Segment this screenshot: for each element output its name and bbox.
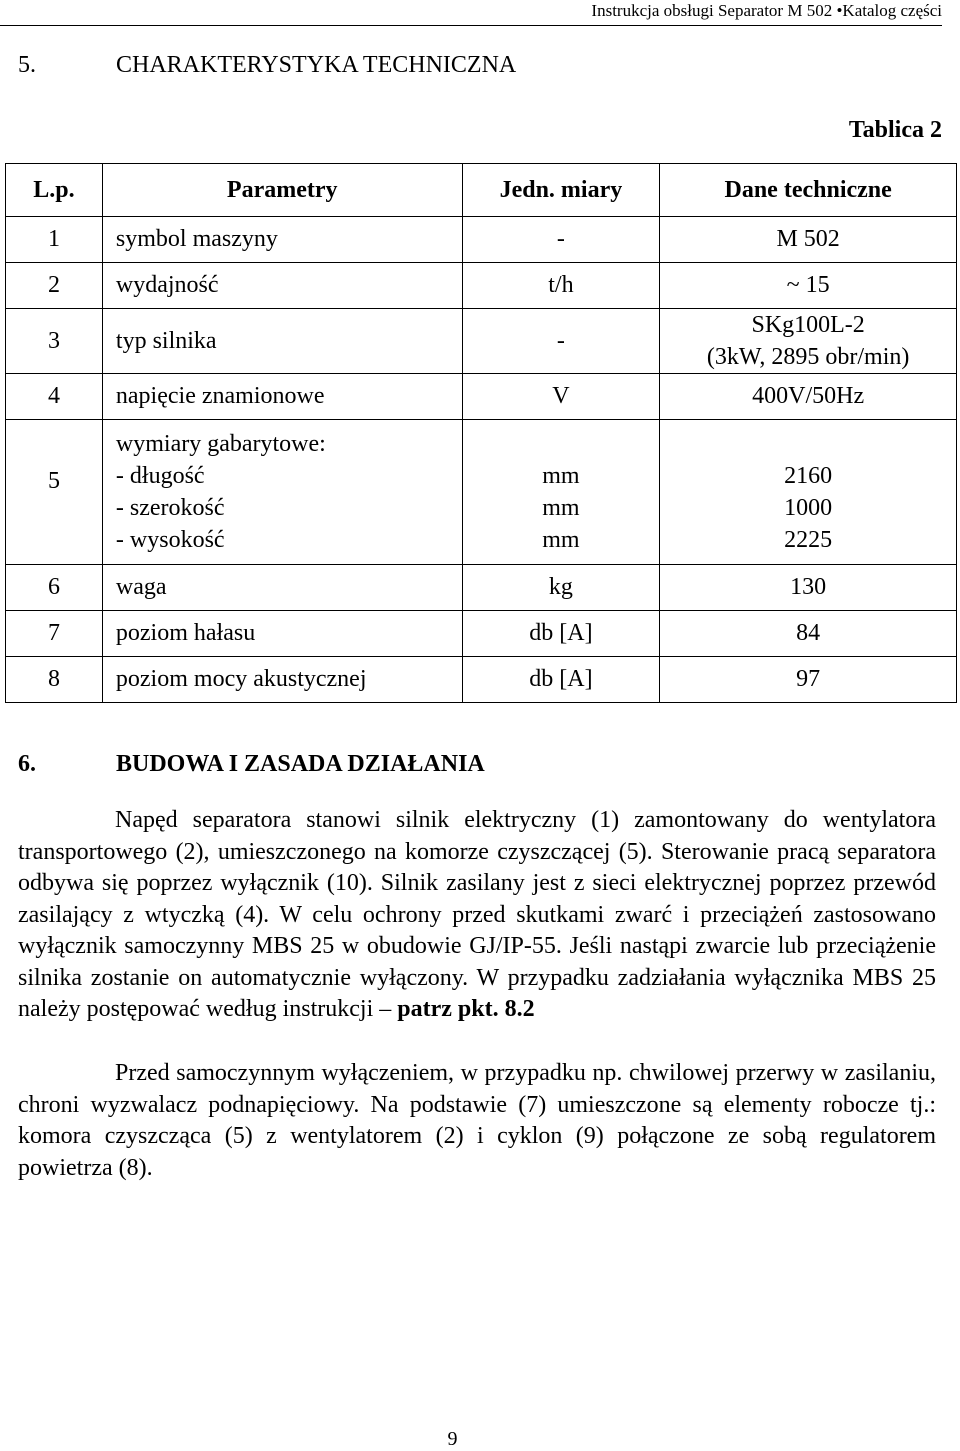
parameter-name: poziom mocy akustycznej	[102, 657, 462, 703]
row-number: 5	[6, 420, 103, 565]
parameter-name: waga	[102, 565, 462, 611]
table-row	[6, 374, 957, 420]
table-row	[6, 420, 957, 565]
header-unit: Jedn. miary	[462, 164, 660, 217]
value	[660, 420, 957, 565]
page-number: 9	[447, 1428, 458, 1450]
value-line: SKg100L-2	[751, 312, 865, 338]
unit: -	[462, 217, 660, 263]
header-technical-data: Dane techniczne	[660, 164, 957, 217]
unit: kg	[462, 565, 660, 611]
unit: db [A]	[462, 657, 660, 703]
value: 97	[660, 657, 957, 703]
table-row	[6, 657, 957, 703]
row-number: 4	[6, 374, 103, 420]
page-header	[0, 0, 942, 26]
section-number: 5.	[18, 52, 36, 78]
row-number: 1	[6, 217, 103, 263]
value: ~ 15	[660, 263, 957, 309]
section-5-heading	[18, 51, 516, 79]
section-number: 6.	[18, 751, 36, 777]
value: 400V/50Hz	[660, 374, 957, 420]
table-header-row	[6, 164, 957, 217]
row-number: 3	[6, 309, 103, 374]
header-lp: L.p.	[6, 164, 103, 217]
unit: -	[462, 309, 660, 374]
section-title: CHARAKTERYSTYKA TECHNICZNA	[116, 52, 517, 78]
unit-line: mm	[542, 495, 580, 521]
unit: V	[462, 374, 660, 420]
paragraph-text: Przed samoczynnym wyłączeniem, w przypadku np. chwilowej przerwy w zasilaniu, chroni wyzwalacz podnapięciowy. Na podstawie (7) umieszczone są elementy robocze tj.: komora czyszcząca (5) z wentylatorem (2) i cyklon (9) połączone ze sobą regulatorem powietrza (8).	[18, 1060, 936, 1181]
parameter-name: wydajność	[102, 263, 462, 309]
unit	[462, 420, 660, 565]
param-line: - szerokość	[115, 495, 225, 521]
row-number: 8	[6, 657, 103, 703]
section-6-heading	[18, 750, 485, 778]
unit-line: mm	[542, 463, 580, 489]
table-row	[6, 263, 957, 309]
header-title: Instrukcja obsługi Separator M 502 •Katalog części	[591, 1, 942, 20]
unit-line: mm	[542, 527, 580, 553]
unit: t/h	[462, 263, 660, 309]
value: 130	[660, 565, 957, 611]
value-line: 1000	[784, 495, 833, 521]
param-line: - wysokość	[115, 527, 225, 553]
parameter-name	[102, 420, 462, 565]
paragraph-protection	[18, 1058, 936, 1184]
value	[660, 309, 957, 374]
param-line: - długość	[115, 463, 205, 489]
row-number: 2	[6, 263, 103, 309]
param-line: wymiary gabarytowe:	[115, 431, 326, 457]
parameter-name: poziom hałasu	[102, 611, 462, 657]
parameter-name: symbol maszyny	[102, 217, 462, 263]
value: 84	[660, 611, 957, 657]
section-title: BUDOWA I ZASADA DZIAŁANIA	[116, 751, 485, 777]
paragraph-text: Napęd separatora stanowi silnik elektryczny (1) zamontowany do wentylatora transportowego (2), umieszczonego na komorze czyszczącej (5). Sterowanie pracą separatora odbywa się poprzez wyłącznik (10). Silnik zasilany jest z sieci elektrycznej poprzez przewód zasilający z wtyczką (4). W celu ochrony przed skutkami zwarć i przeciążeń zastosowano wyłącznik samoczynny MBS 25 w obudowie GJ/IP-55. Jeśli nastąpi zwarcie lub przeciążenie silnika zostanie on automatycznie wyłączony. W przypadku zadziałania wyłącznika MBS 25 należy postępować według instrukcji –	[18, 807, 936, 1022]
table-caption: Tablica 2	[848, 117, 942, 143]
table-row	[6, 565, 957, 611]
unit: db [A]	[462, 611, 660, 657]
row-number: 7	[6, 611, 103, 657]
value-line: 2160	[784, 463, 833, 489]
table-row	[6, 217, 957, 263]
value-line: (3kW, 2895 obr/min)	[706, 344, 910, 370]
table-row	[6, 611, 957, 657]
table-row	[6, 309, 957, 374]
parameter-name: typ silnika	[102, 309, 462, 374]
header-parameters: Parametry	[102, 164, 462, 217]
value-line: 2225	[784, 527, 833, 553]
technical-spec-table	[5, 163, 957, 703]
parameter-name: napięcie znamionowe	[102, 374, 462, 420]
cross-reference: patrz pkt. 8.2	[397, 996, 535, 1022]
value: M 502	[660, 217, 957, 263]
paragraph-drive	[18, 805, 936, 1026]
row-number: 6	[6, 565, 103, 611]
